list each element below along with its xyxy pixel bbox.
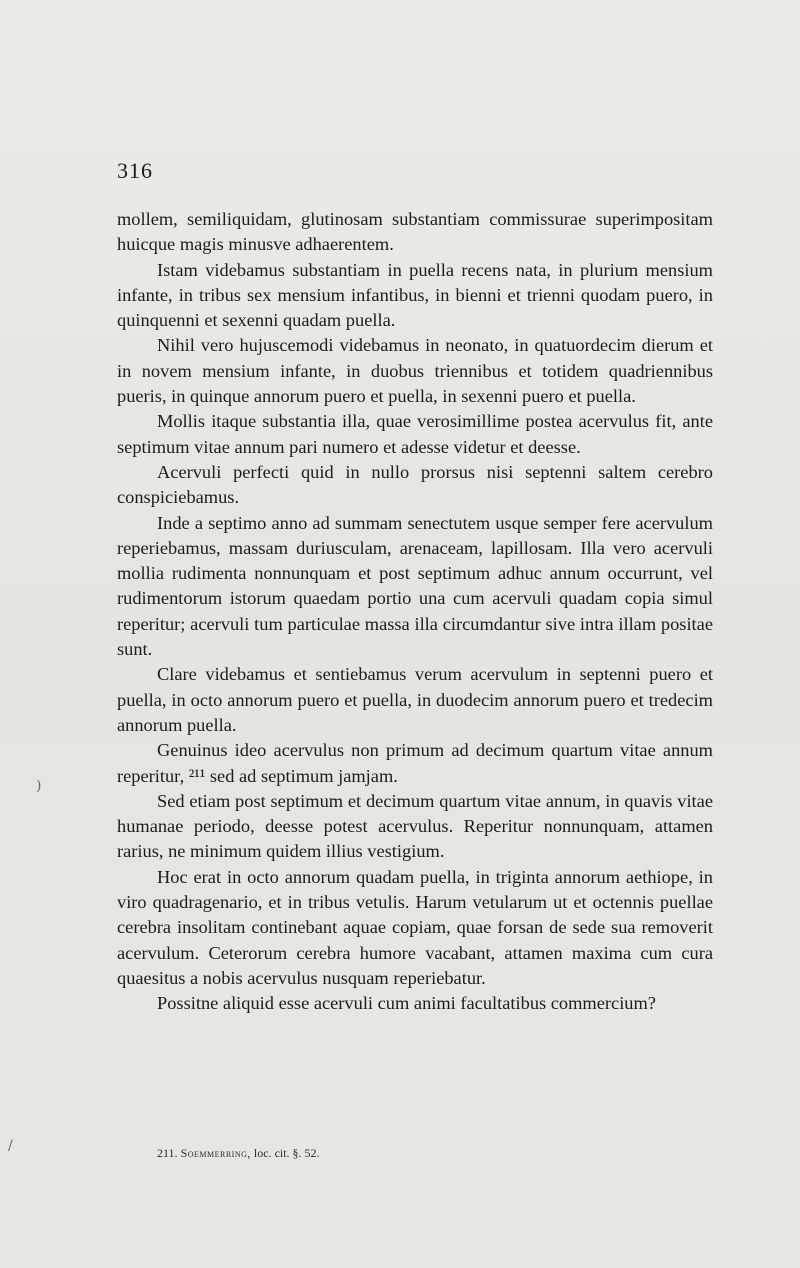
paragraph: Mollis itaque substantia illa, quae verosimillime postea acervulus fit, ante septimum vitae annum pari numero et adesse videtur et deesse. <box>117 411 713 457</box>
body-text <box>117 207 713 1017</box>
footnote <box>157 1146 320 1161</box>
footnote-number: 211. <box>157 1146 178 1160</box>
paragraph: Clare videbamus et sentiebamus verum acervulum in septenni puero et puella, in octo annorum puero et puella, in duodecim annorum puero et tredecim annorum puella. <box>117 664 713 735</box>
paragraph: Acervuli perfecti quid in nullo prorsus nisi septenni saltem cerebro conspiciebamus. <box>117 461 713 508</box>
paragraph: Nihil vero hujuscemodi videbamus in neonato, in quatuordecim dierum et in novem mensium infante, in duobus triennibus et totidem quadriennibus pueris, in quinque annorum puero et puella, in sexenni puero et puella. <box>117 335 713 407</box>
paragraph: mollem, semiliquidam, glutinosam substantiam commissurae superimpositam huicque magis minusve adhaerentem. <box>117 209 713 255</box>
footnote-author: Soemmerring, <box>180 1146 251 1160</box>
paragraph: Istam videbamus substantiam in puella recens nata, in plurium mensium infante, in tribus sex mensium infantibus, in bienni et trienni quodam puero, in quinquenni et sexenni quadam puella. <box>117 259 713 331</box>
paragraph: Inde a septimo anno ad summam senectutem usque semper fere acervulum reperiebamus, massam duriusculam, arenaceam, lapillosam. Illa vero acervuli mollia rudimenta nonnunquam et post septimum adhuc annum occurrunt, vel rudimentorum istorum quaedam portio una cum acervuli quadam copia simul reperitur; acervuli tum particulae massa illa circumdantur sive intra illam positae sunt. <box>117 512 713 660</box>
page-number: 316 <box>117 158 153 183</box>
paragraph: Genuinus ideo acervulus non primum ad decimum quartum vitae annum reperitur, ²¹¹ sed ad septimum jamjam. <box>117 740 713 786</box>
paragraph: Hoc erat in octo annorum quadam puella, in triginta annorum aethiope, in viro quadragenario, et in tribus vetulis. Harum vetularum ut et octennis puellae cerebra insolitam continebant aquae copiam, quae forsan de sede sua removerit acervulum. Ceterorum cerebra humore vacabant, attamen maxima cum cura quaesitus a nobis acervulus nusquam reperiebatur. <box>117 866 713 988</box>
margin-mark: ) <box>36 778 42 794</box>
paragraph: Sed etiam post septimum et decimum quartum vitae annum, in quavis vitae humanae periodo, deesse potest acervulus. Reperitur nonnunquam, attamen rarius, ne minimum quidem illius vestigium. <box>117 790 713 862</box>
footnote-citation: loc. cit. §. 52. <box>253 1146 320 1160</box>
paragraph: Possitne aliquid esse acervuli cum animi facultatibus commercium? <box>157 993 656 1014</box>
margin-mark: / <box>8 1138 13 1154</box>
